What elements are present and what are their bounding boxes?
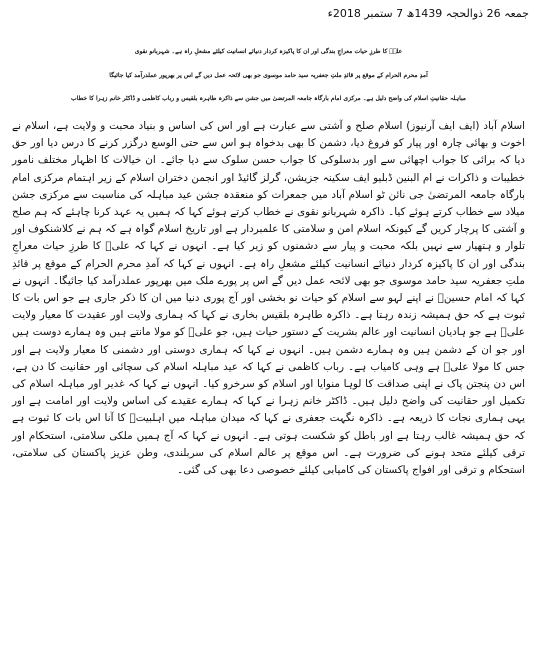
sub-headline: آمدِ محرم الحرام کے موقع پر قائدِ ملتِ جعفریہ سید حامد موسوی جو بھی لائحہ عمل دیں گے اس پر بھرپور عملدرآمد کیا جائیگا xyxy=(109,72,428,79)
issue-dateline: جمعہ 26 ذوالحجہ 1439ھ 7 ستمبر 2018ء xyxy=(327,7,529,20)
article-body xyxy=(8,118,529,479)
main-headline: علیؑ کا طرزِ حیات معراجِ بندگی اور ان کا پاکیزہ کردار دنیائے انسانیت کیلئے مشعلِ راہ ہے۔ شہربانو نقوی xyxy=(134,48,403,55)
sub-headline-2: مباہلہ حقانیتِ اسلام کی واضح دلیل ہے۔ مرکزی امام بارگاہ جامعہ المرتضیٰ میں جشن سے ذاکرہ طاہرہ بلقیس و رباب کاظمی و ڈاکٹر خانم زہرا کا خطاب xyxy=(71,95,466,102)
article-text: اسلام صلح و آشتی سے عبارت ہے اور اس کی اساس و بنیاد محبت و ولایت ہے، اسلام نے اخوت و بھائی چارہ اور پیار کو فروغ دیا، دشمن کا بھی بدخواہ ہو اس سے حتی الوسع درگزر کرنے کا درس دیا اور حق دیا کہ برائی کا جواب اچھائی سے اور بدسلوکی کا جواب حسن سلوک سے دیا جائے۔ ان خیالات کا اظہار مختلف نامور خطیبات و ذاکرات نے ام البنین ڈبلیو ایف سکینہ جزیشن، گرلز گائیڈ اور انجمن دختران اسلام کے زیر اہتمام مرکزی امام بارگاہ جامعہ المرتضیٰ جی نائن ٹو اسلام آباد میں جمعرات کو منعقدہ جشن عید مباہلہ کی مناسبت سے مرکزی جشن میلاد سے خطاب کرتے ہوئے کیا۔ ذاکرہ شہربانو نقوی نے خطاب کرتے ہوئے کہا کہ ہمیں یہ عہد کرنا چاہئے کہ ہم صلح و آشتی کا پرچار کریں گے کیونکہ اسلام امن و سلامتی کا علمبردار ہے اور تاریخ اسلام گواہ ہے کہ ہم نے کلاشنکوف اور تلوار و ہتھیار سے نہیں بلکہ محبت و پیار سے دشمنوں کو زیر کیا ہے۔ انہوں نے کہا کہ علیؑ کا طرزِ حیات معراجِ بندگی اور ان کا پاکیزہ کردار دنیائے انسانیت کیلئے مشعلِ راہ ہے۔ انہوں نے کہا کہ آمدِ محرم الحرام کے موقع پر قائدِ ملتِ جعفریہ سید حامد موسوی جو بھی لائحہ عمل دیں گے اس پر پورے ملک میں بھرپور عملدرآمد کیا جائیگا۔ انہوں نے کہا کہ امام حسینؑ نے اپنے لہو سے اسلام کو حیات نو بخشی اور آج پوری دنیا میں ان کا ذکر جاری ہے جو اس بات کا ثبوت ہے کہ حق ہمیشہ زندہ رہتا ہے۔ ذاکرہ طاہرہ بلقیس بخاری نے کہا کہ ہماری ولایت اور عقیدت کا معیار ولایت علیؑ ہے جو ہادیان انسانیت اور عالم بشریت کے دستور حیات ہیں، جو علیؑ کو مولا مانتے ہیں وہ ہمارے دوست ہیں اور جو ان کے دشمن ہیں وہ ہمارے دشمن ہیں۔ انہوں نے کہا کہ ہماری دوستی اور دشمنی کا معیار ولایت ہے اور جس کا مولا علیؑ ہے وہی کامیاب ہے۔ رباب کاظمی نے کہا کہ عید مباہلہ اسلام کی سچائی اور حقانیت کا دن ہے، اس دن پنجتن پاک نے اپنی صداقت کا لوہا منوایا اور اسلام کو سرخرو کیا۔ انہوں نے کہا کہ غدیر اور مباہلہ اسلام کی تکمیل اور حقانیت کی واضح دلیل ہیں۔ ڈاکٹر خانم زہرا نے کہا کہ ہمارے عقیدے کی اساس ولایت اور امامت ہے اور یہی ہماری نجات کا ذریعہ ہے۔ ذاکرہ نگہت جعفری نے کہا کہ میدان مباہلہ میں اہلبیتؑ کا آنا اس بات کا ثبوت ہے کہ حق ہمیشہ غالب رہتا ہے اور باطل کو شکست ہوتی ہے۔ انہوں نے کہا کہ آج ہمیں ملکی سلامتی، استحکام اور ترقی کیلئے متحد ہونے کی ضرورت ہے۔ اس موقع پر عالم اسلام کی سربلندی، وطن عزیز پاکستان کی سلامتی، استحکام و ترقی اور افواج پاکستان کی کامیابی کیلئے خصوصی دعا بھی کی گئی۔ xyxy=(12,120,525,477)
article-dateline-lead: اسلام آباد (ایف ایف آرنیوز) xyxy=(406,120,526,132)
